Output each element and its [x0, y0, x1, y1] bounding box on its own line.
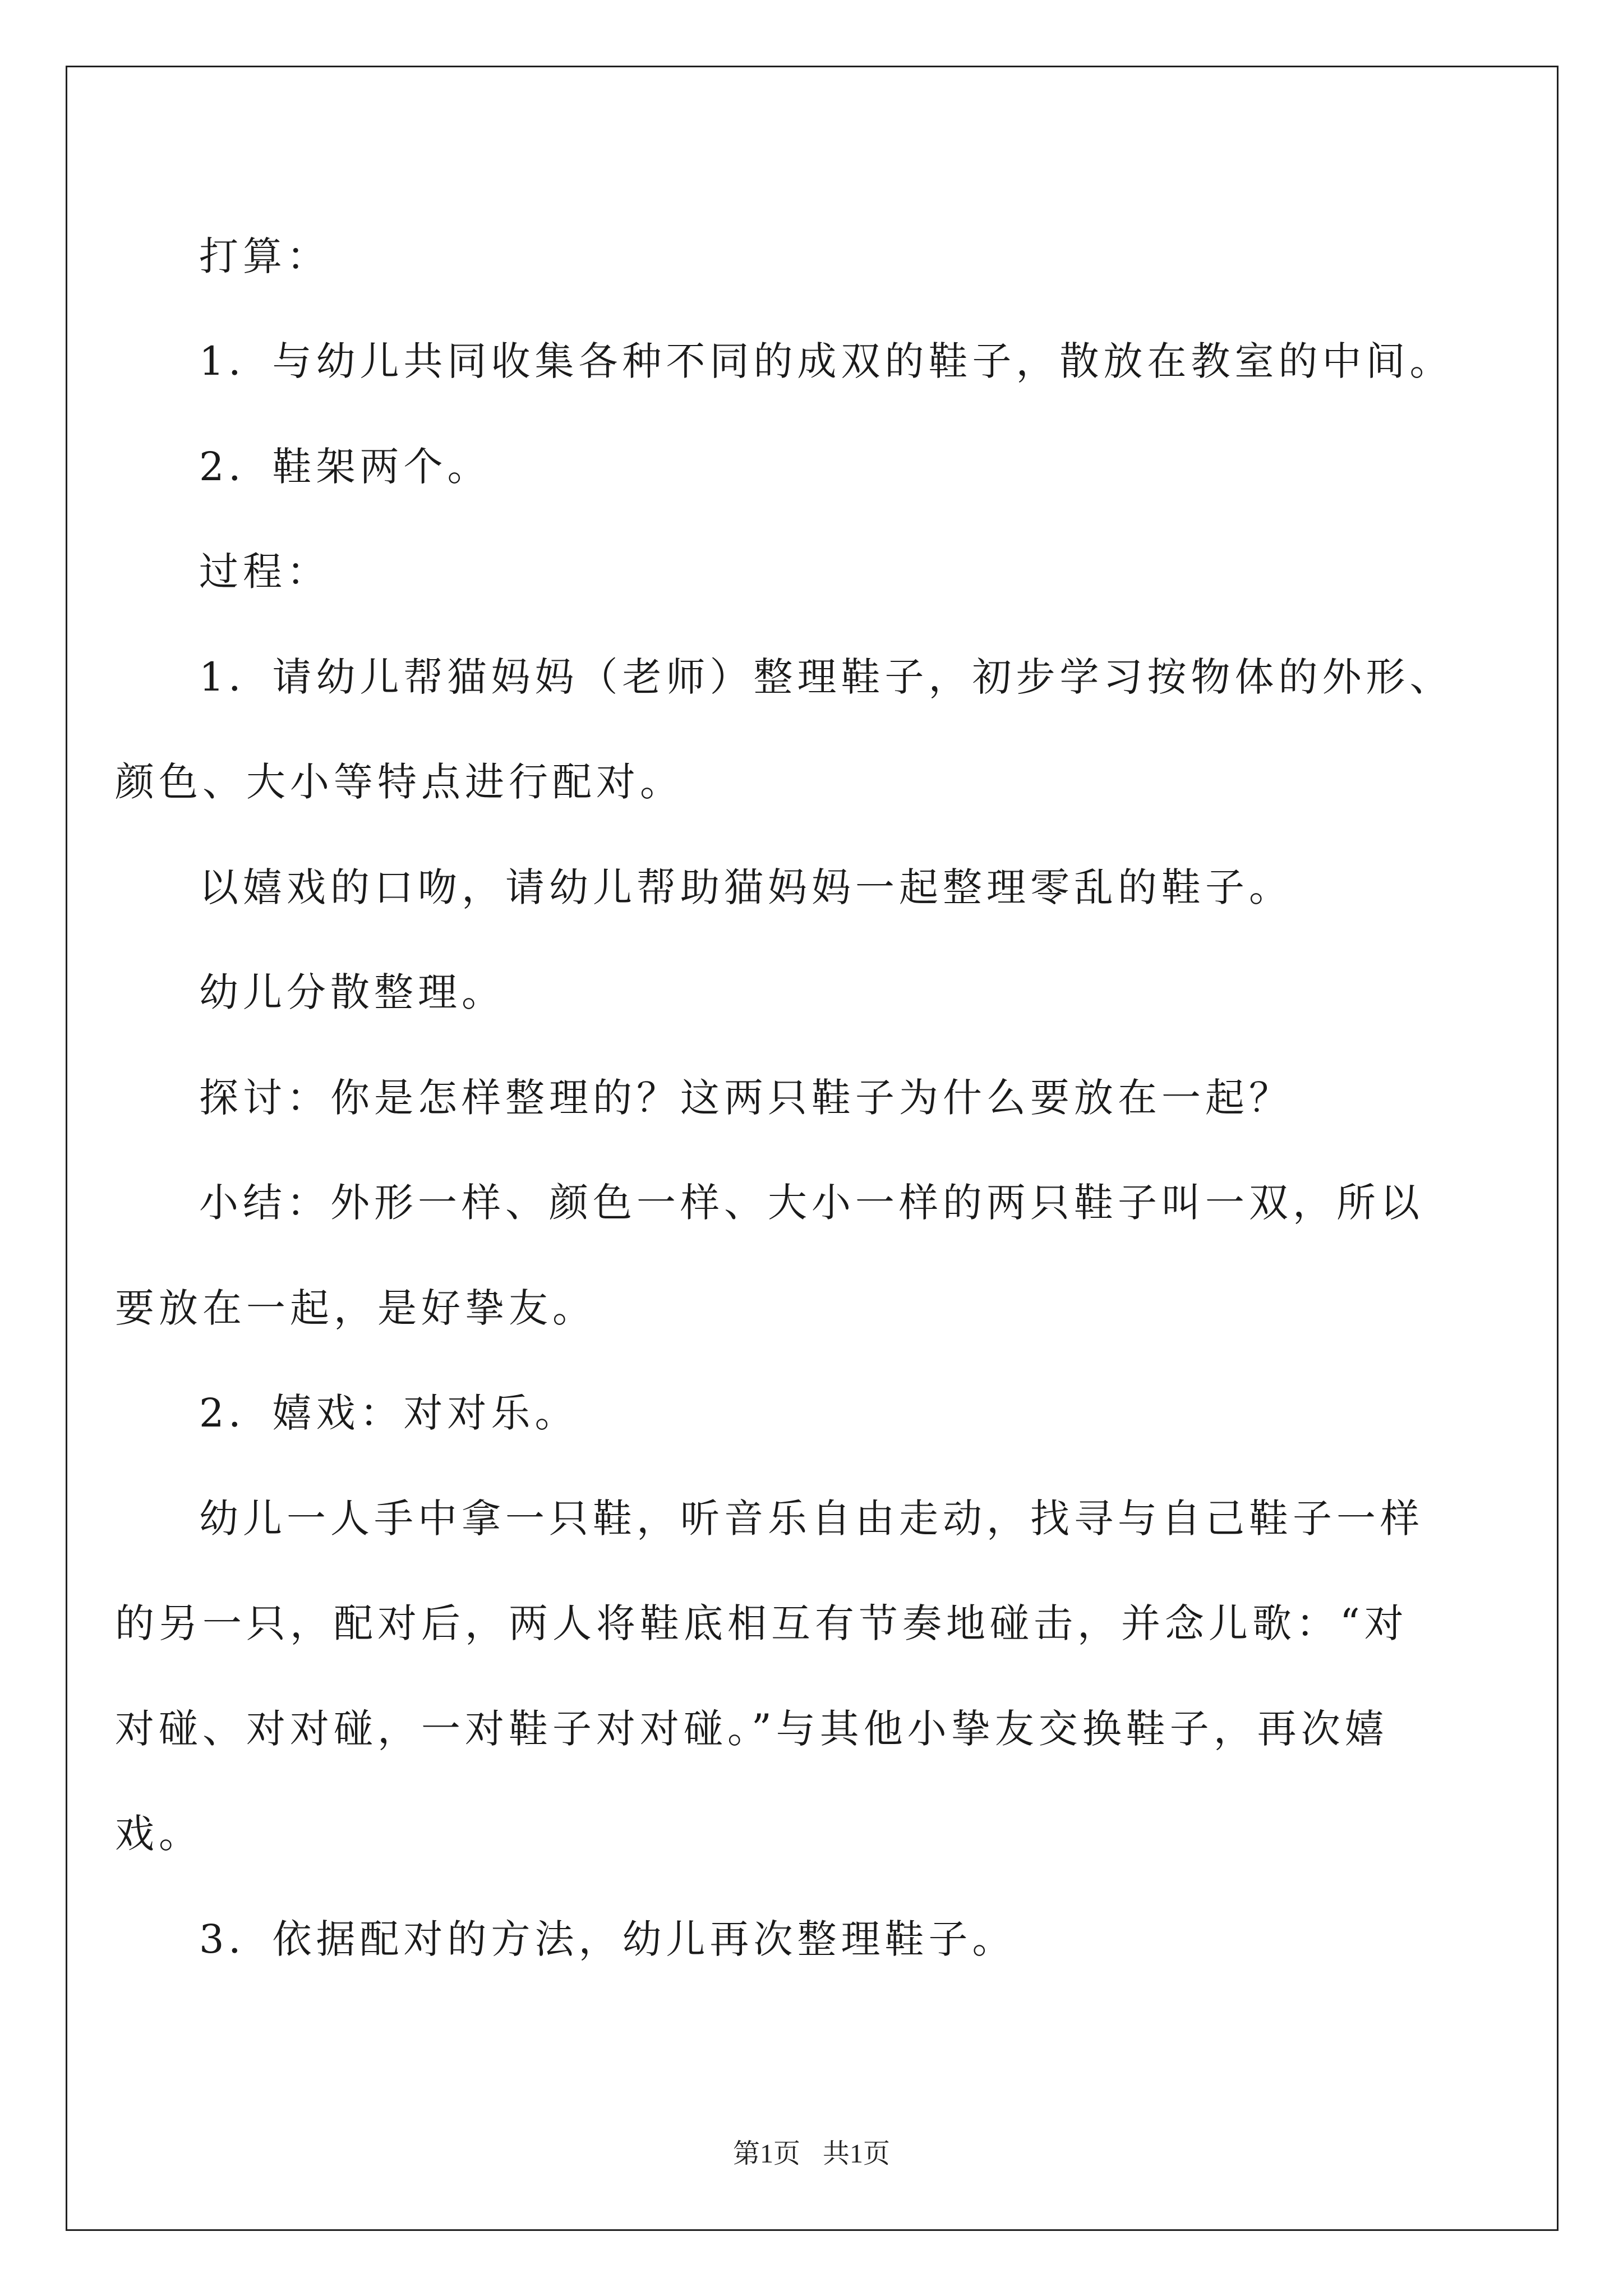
paragraph-line: 对碰、对对碰，一对鞋子对对碰。”与其他小挚友交换鞋子，再次嬉 [115, 1706, 1389, 1752]
paragraph-line: 要放在一起，是好挚友。 [115, 1285, 596, 1331]
paragraph-line: 幼儿一人手中拿一只鞋，听音乐自由走动，找寻与自己鞋子一样 [199, 1496, 1424, 1542]
paragraph-line: 3．依据配对的方法，幼儿再次整理鞋子。 [199, 1916, 1016, 1962]
paragraph-line: 小结：外形一样、颜色一样、大小一样的两只鞋子叫一双，所以 [199, 1180, 1424, 1226]
paragraph-line: 的另一只，配对后，两人将鞋底相互有节奏地碰击，并念儿歌：“对 [115, 1600, 1408, 1646]
paragraph-line: 2．鞋架两个。 [199, 444, 491, 490]
paragraph-line: 戏。 [115, 1811, 202, 1857]
page-footer [0, 2132, 1623, 2170]
paragraph-line: 1．请幼儿帮猫妈妈（老师）整理鞋子，初步学习按物体的外形、 [199, 654, 1454, 700]
paragraph-line: 幼儿分散整理。 [199, 969, 505, 1015]
page-border [66, 66, 1559, 2231]
page-number-current: 第1页 [732, 2139, 800, 2169]
paragraph-line: 以嬉戏的口吻，请幼儿帮助猫妈妈一起整理零乱的鞋子。 [199, 864, 1293, 910]
paragraph-line: 1．与幼儿共同收集各种不同的成双的鞋子，散放在教室的中间。 [199, 338, 1454, 384]
paragraph-line: 过程： [199, 549, 330, 595]
page-number-total: 共1页 [823, 2139, 891, 2169]
paragraph-line: 打算： [199, 233, 330, 279]
paragraph-line: 探讨：你是怎样整理的？这两只鞋子为什么要放在一起？ [199, 1075, 1293, 1121]
paragraph-line: 2．嬉戏：对对乐。 [199, 1390, 579, 1436]
paragraph-line: 颜色、大小等特点进行配对。 [115, 759, 684, 805]
